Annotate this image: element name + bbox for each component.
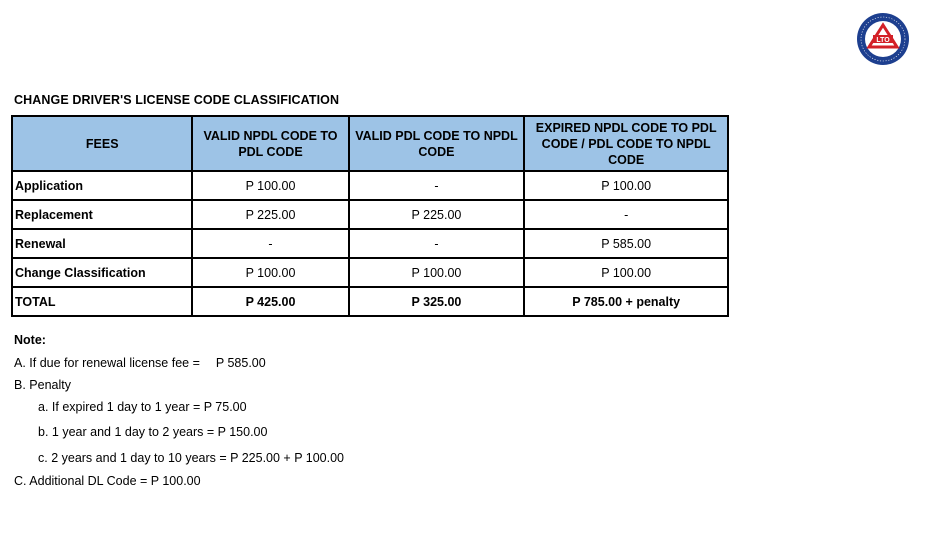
table-cell: - — [349, 229, 525, 258]
page-title: CHANGE DRIVER'S LICENSE CODE CLASSIFICATION — [14, 93, 340, 107]
table-row — [12, 258, 728, 287]
table-cell: P 225.00 — [349, 200, 525, 229]
table-cell: P 585.00 — [524, 229, 728, 258]
total-label: TOTAL — [12, 287, 192, 316]
table-header-row — [12, 116, 728, 171]
logo-center-text: LTO — [876, 37, 890, 44]
table-row — [12, 200, 728, 229]
note-a — [14, 356, 266, 370]
note-c: C. Additional DL Code = P 100.00 — [14, 474, 201, 488]
table-cell: P 100.00 — [524, 258, 728, 287]
table-cell: P 100.00 — [192, 258, 348, 287]
note-a-value: P 585.00 — [215, 356, 266, 370]
total-cell: P 325.00 — [349, 287, 525, 316]
note-b: B. Penalty — [14, 378, 71, 392]
table-cell: P 100.00 — [524, 171, 728, 200]
table-cell: P 100.00 — [192, 171, 348, 200]
table-cell: - — [192, 229, 348, 258]
table-cell: - — [349, 171, 525, 200]
header-valid-pdl-to-npdl: VALID PDL CODE TO NPDL CODE — [349, 116, 525, 171]
header-expired: EXPIRED NPDL CODE TO PDL CODE / PDL CODE TO NPDL CODE — [524, 116, 728, 171]
table-cell: P 100.00 — [349, 258, 525, 287]
row-label: Replacement — [12, 200, 192, 229]
table-cell: P 225.00 — [192, 200, 348, 229]
note-b-item: c. 2 years and 1 day to 10 years = P 225.00 + P 100.00 — [38, 451, 345, 465]
table-cell: - — [524, 200, 728, 229]
row-label: Renewal — [12, 229, 192, 258]
header-valid-npdl-to-pdl: VALID NPDL CODE TO PDL CODE — [192, 116, 348, 171]
note-title: Note: — [14, 333, 46, 347]
lto-logo — [849, 11, 917, 67]
table-row — [12, 171, 728, 200]
lto-seal-icon — [849, 11, 917, 67]
total-row — [12, 287, 728, 316]
total-cell: P 785.00 + penalty — [524, 287, 728, 316]
row-label: Change Classification — [12, 258, 192, 287]
header-fees: FEES — [12, 116, 192, 171]
fees-table — [11, 115, 729, 317]
note-b-item: b. 1 year and 1 day to 2 years = P 150.00 — [38, 425, 268, 439]
row-label: Application — [12, 171, 192, 200]
note-a-text: A. If due for renewal license fee = — [14, 356, 200, 370]
note-b-item: a. If expired 1 day to 1 year = P 75.00 — [38, 400, 247, 414]
table-row — [12, 229, 728, 258]
total-cell: P 425.00 — [192, 287, 348, 316]
